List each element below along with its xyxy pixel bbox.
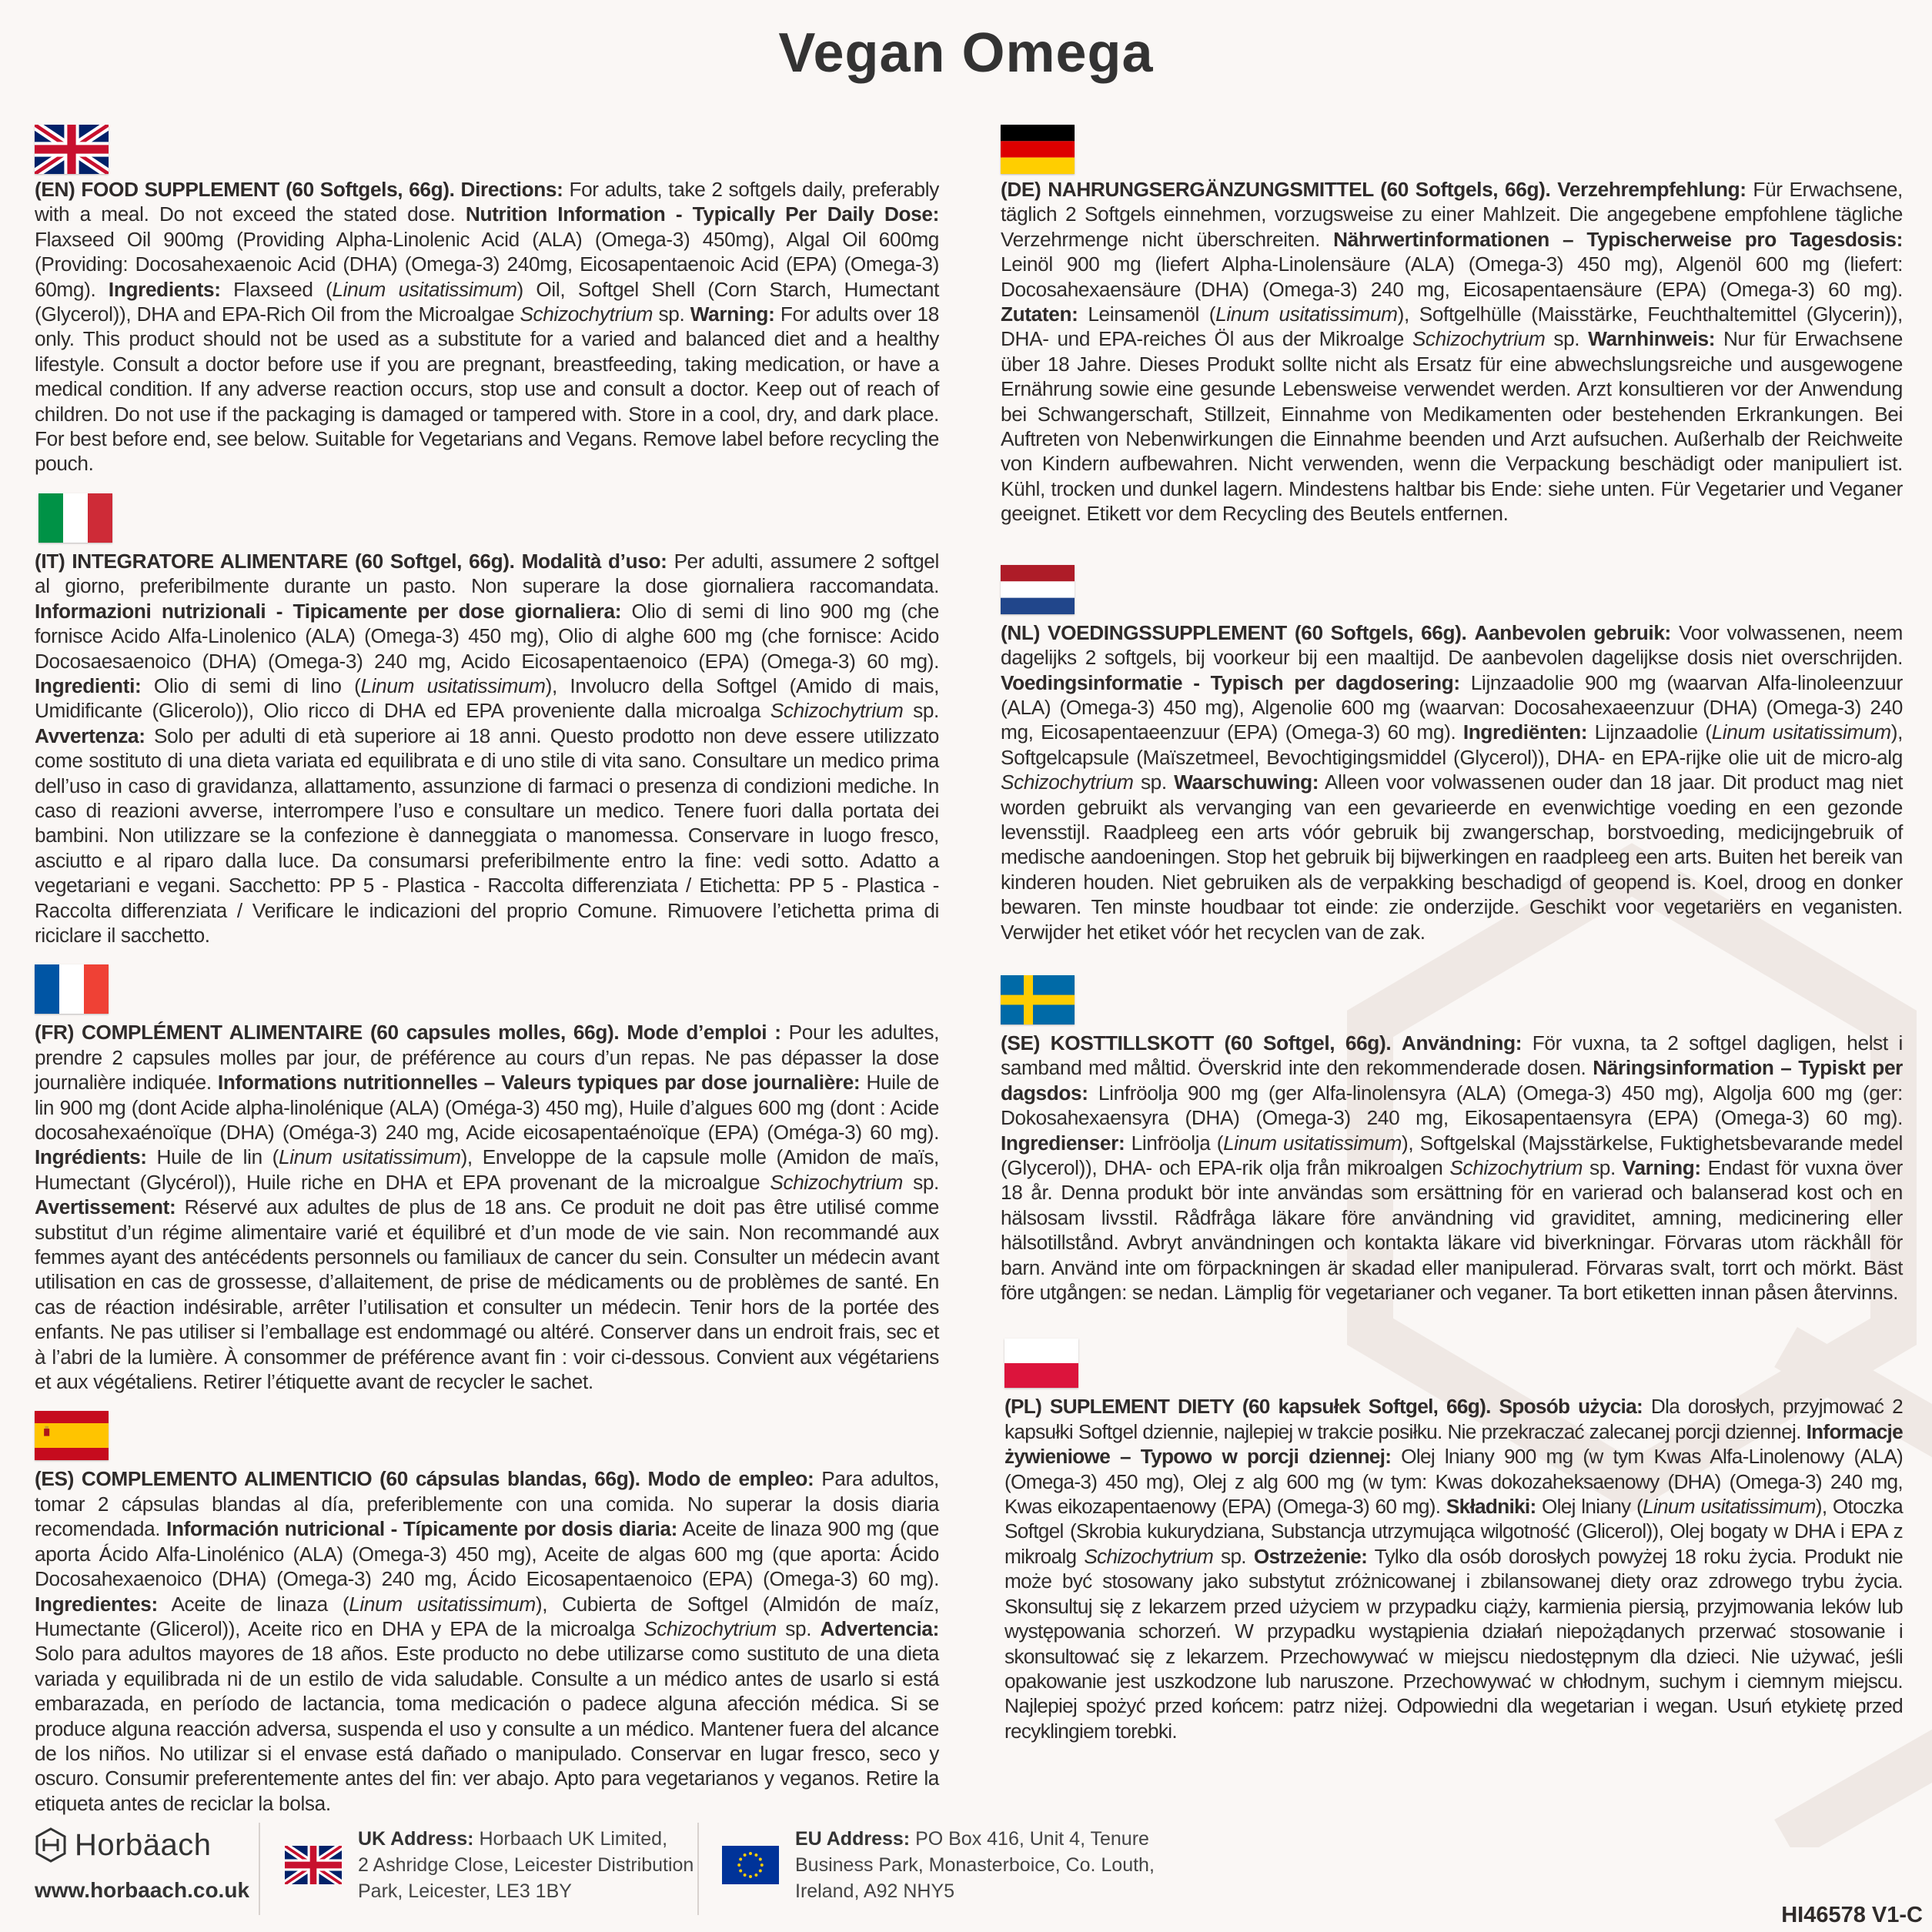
page-title: Vegan Omega — [778, 22, 1154, 84]
latin-name: Linum usitatissimum — [360, 674, 546, 697]
germany-flag-icon — [1001, 125, 1075, 174]
section-text-se — [1001, 1031, 1903, 1305]
section-es — [35, 1411, 939, 1816]
ingredients-label: Zutaten: — [1001, 303, 1078, 326]
warning-text: For adults over 18 only. This product should not be used as a substitute for a varied and balanced diet and a healthy lifestyle. Consult a doctor before use if you are pregnant, breastfeeding, taking medication, or have a medical condition. If any adverse reaction occurs, stop use and consult a doctor. Keep out of reach of children. Do not use if the packaging is damaged or tampered with. Store in a cool, dry, and dark place. For best before end, see below. Suitable for Vegetarians and Vegans. Remove label before recycling the pouch. — [35, 303, 939, 476]
left-column — [35, 125, 939, 1816]
ingredients-text: ), Enveloppe de la capsule molle (Amidon de maïs, Humectant (Glycérol)), Huile riche en DHA et EPA provenant de la microalgue — [35, 1145, 939, 1194]
section-text-es — [35, 1466, 939, 1816]
uk-flag-icon — [285, 1846, 342, 1884]
ingredients-text: sp. — [658, 303, 685, 326]
nutrition-text: Leinöl 900 mg (liefert Alpha-Linolensäure (ALA) (Omega-3) 450 mg), Algenöl 600 mg (liefert: Docosahexaensäure (DHA) (Omega-3) 240 mg, Eicosapentaensäure (EPA) (Omega-3) 60 mg). — [1001, 252, 1903, 301]
ingredients-text: ) Oil, Softgel Shell (Corn Starch, Humectant (Glycerol)), DHA and EPA-Rich Oil from the Microalgae — [35, 277, 939, 326]
ingredients-text: ), Softgelhülle (Maisstärke, Feuchthaltemittel (Glycerin)), DHA- und EPA-reiches Öl aus der Mikroalge — [1001, 303, 1903, 351]
directions-text: Para adultos, tomar 2 cápsulas blandas al día, preferiblemente con una comida. No superar la dosis diaria recomendada. — [35, 1467, 939, 1541]
warning-text: Tylko dla osób dorosłych powyżej 18 roku życia. Produkt nie może być stosowany jako substytut zróżnicowanej i zbilansowanej diety oraz zdrowego trybu życia. Skonsultuj się z lekarzem przed użyciem w przypadku ciąży, karmienia piersią, przyjmowania leków lub występowania schorzeń. W przypadku wystąpienia działań niepożądanych przerwać stosowanie i skonsultować się z lekarzem. Przechowywać w miejscu niedostępnym dla dzieci. Nie używać, jeśli opakowanie jest uszkodzone lub naruszone. Przechowywać w chłodnym, suchym i ciemnym miejscu. Najlepiej spożyć przed końcem: patrz niżej. Odpowiedni dla wegetarian i wegan. Usuń etykietę przed recyklingiem torebki. — [1004, 1544, 1904, 1743]
latin-name: Linum usitatissimum — [1711, 720, 1891, 744]
sweden-flag-icon — [1001, 975, 1075, 1024]
right-column — [1001, 125, 1903, 1743]
uk-address — [358, 1826, 694, 1904]
section-text-nl — [1001, 620, 1903, 944]
warning-label: Warnhinweis: — [1588, 327, 1716, 351]
nutrition-label: Informacje żywieniowe – Typowo w porcji dziennej: — [1004, 1419, 1903, 1469]
ingredients-text: ), Otoczka Softgel (Skrobia kukurydziana, Substancja utrzymująca wilgotność (Glicerol)), Olej bogaty w DHA i EPA z mikroalg — [1004, 1495, 1904, 1568]
product-code: HI46578 V1-C — [1781, 1903, 1923, 1927]
nutrition-label: Información nutricional - Típicamente por dosis diaria: — [166, 1517, 677, 1541]
warning-label: Advertencia: — [820, 1616, 939, 1640]
directions-label: Användning: — [1401, 1031, 1523, 1055]
nutrition-label: Näringsinformation – Typiskt per dagsdos: — [1001, 1056, 1904, 1105]
directions-text: Für Erwachsene, täglich 2 Softgels einnehmen, vorzugsweise zu einer Mahlzeit. Die angegebene empfohlene tägliche Verzehrmenge nicht überschreiten. — [1001, 178, 1903, 251]
ingredients-text: sp. — [1589, 1156, 1616, 1179]
section-text-it — [35, 549, 939, 948]
divider — [697, 1823, 699, 1915]
warning-text: Endast för vuxna över 18 år. Denna produkt bör inte användas som ersättning för en varierad och balanserad kost och en hälsosam livsstil. Rådfråga läkare före användning vid graviditet, amning, medicinering eller hälsotillstånd. Avbryt användningen och kontakta läkare vid biverkningar. Förvaras utom räckhåll för barn. Använd inte om förpackningen är skadad eller manipulerad. Förvaras svalt, torrt och mörkt. Bäst före utgången: se nedan. Lämplig för vegetarianer och veganer. Ta bort etiketten innan påsen återvinns. — [1001, 1156, 1903, 1305]
section-nl — [1001, 565, 1903, 944]
section-heading: (SE) KOSTTILLSKOTT (60 Softgel, 66g). — [1001, 1031, 1392, 1055]
footer — [0, 1809, 1932, 1932]
section-text-en — [35, 177, 939, 476]
ingredients-label: Ingredientes: — [35, 1592, 158, 1616]
italy-flag-icon — [38, 493, 112, 543]
warning-text: Solo para adultos mayores de 18 años. Este producto no debe utilizarse como sustituto de una dieta variada y equilibrada ni de un estilo de vida saludable. Consulte a un médico antes de usarlo si está embarazada, en período de lactancia, toma medicación o padece alguna afección médica. Si se produce alguna reacción adversa, suspenda el uso y consulte a un médico. Mantener fuera del alcance de los niños. No utilizar si el envase está dañado o manipulado. Conservar en lugar fresco, seco y oscuro. Consumir preferentemente antes del fin: ver abajo. Apto para vegetarianos y veganos. Retire la etiqueta antes de reciclar la bolsa. — [35, 1642, 939, 1815]
nutrition-text: Linfröolja 900 mg (ger Alfa-linolensyra (ALA) (Omega-3) 450 mg), Algolja 600 mg (ger: Dokosahexaensyra (DHA) (Omega-3) 240 mg, Eikosapentaensyra (EPA) (Omega-3) 60 mg). — [1001, 1081, 1903, 1130]
ingredients-text: ), Softgelcapsule (Maïszetmeel, Bevochtigingsmiddel (Glycerol)), DHA- en EPA-rijke olie uit de micro-alg — [1001, 720, 1903, 769]
warning-label: Ostrzeżenie: — [1253, 1544, 1368, 1568]
section-heading: (ES) COMPLEMENTO ALIMENTICIO (60 cápsulas blandas, 66g). — [35, 1467, 640, 1491]
eu-address-line: Ireland, A92 NHY5 — [795, 1880, 955, 1902]
section-heading: (PL) SUPLEMENT DIETY (60 kapsułek Softgel, 66g). — [1004, 1395, 1491, 1419]
directions-text: Per adulti, assumere 2 softgel al giorno, preferibilmente durante un pasto. Non superare la dose giornaliera raccomandata. — [35, 549, 939, 598]
uk-address-line: Park, Leicester, LE3 1BY — [358, 1880, 572, 1902]
eu-address-line: Business Park, Monasterboice, Co. Louth, — [795, 1854, 1155, 1876]
directions-text: Voor volwassenen, neem dagelijks 2 softgels, bij voorkeur bij een maaltijd. De aanbevolen dagelijkse dosis niet overschrijden. — [1001, 620, 1903, 670]
horbaach-logo-icon — [35, 1827, 67, 1863]
nutrition-text: Huile de lin 900 mg (dont Acide alpha-linolénique (ALA) (Oméga-3) 450 mg), Huile d’algues 600 mg (dont : Acide docosahexaénoïque (DHA) (Oméga-3) 240 mg, Acide eicosapentaénoïque (EPA) (Oméga-3) 60 mg). — [35, 1071, 939, 1144]
nutrition-text: Flaxseed Oil 900mg (Providing Alpha-Linolenic Acid (ALA) (Omega-3) 450mg), Algal Oil 600mg (Providing: Docosahexaenoic Acid (DHA) (Omega-3) 240mg, Eicosapentaenoic Acid (EPA) (Omega-3) 60mg). — [35, 227, 939, 301]
nutrition-label: Nutrition Information - Typically Per Daily Dose: — [465, 202, 939, 226]
directions-label: Directions: — [460, 178, 563, 201]
latin-name: Schizochytrium — [1412, 327, 1546, 351]
ingredients-text: sp. — [1553, 327, 1580, 351]
warning-text: Alleen voor volwassenen ouder dan 18 jaar. Dit product mag niet worden gebruikt als vervanging van een gevarieerde en evenwichtige voeding en een gezonde levensstijl. Raadpleeg een arts vóór gebruik bij zwangerschap, borstvoeding, medicijngebruik of medische aandoeningen. Stop het gebruik bij bijwerkingen en raadpleeg een arts. Buiten het bereik van kinderen houden. Niet gebruiken als de verpakking beschadigd of geopend is. Koel, droog en donker bewaren. Ten minste houdbaar tot einde: zie onderzijde. Geschikt voor vegetariërs en veganisten. Verwijder het etiket vóór het recyclen van de zak. — [1001, 770, 1903, 944]
nutrition-text: Lijnzaadolie 900 mg (waarvan Alfa-linoleenzuur (ALA) (Omega-3) 450 mg), Algenolie 600 mg (waarvan: Docosahexaeenzuur (DHA) (Omega-3) 240 mg, Eicosapentaeenzuur (EPA) (Omega-3) 60 mg). — [1001, 670, 1904, 744]
section-heading: (EN) FOOD SUPPLEMENT (60 Softgels, 66g). — [35, 178, 455, 201]
address-text: PO Box 416, Unit 4, Tenure — [915, 1828, 1149, 1850]
ingredients-text: ), Softgelskal (Majsstärkelse, Fuktighetsbevarande medel (Glycerol)), DHA- och EPA-rik olja från mikroalgen — [1001, 1131, 1903, 1179]
latin-name: Schizochytrium — [1084, 1544, 1214, 1568]
eu-address-label: EU Address: — [795, 1828, 911, 1850]
ingredients-label: Ingredients: — [108, 277, 221, 301]
section-text-fr — [35, 1020, 939, 1394]
ingredients-text: Lijnzaadolie ( — [1594, 720, 1712, 744]
directions-label: Aanbevolen gebruik: — [1474, 620, 1671, 644]
section-text-de — [1001, 177, 1903, 526]
ingredients-text: ), Involucro della Softgel (Amido di mais, Umidificante (Glicerolo)), Olio ricco di DHA ed EPA proveniente dalla microalga — [35, 674, 940, 723]
latin-name: Linum usitatissimum — [349, 1592, 536, 1616]
ingredients-text: ), Cubierta de Softgel (Almidón de maíz, Humectante (Glicerol)), Aceite rico en DHA y EPA de la microalga — [35, 1592, 939, 1640]
latin-name: Linum usitatissimum — [1642, 1495, 1816, 1519]
latin-name: Schizochytrium — [1001, 770, 1134, 794]
ingredients-text: Olio di semi di lino ( — [153, 674, 361, 697]
ingredients-label: Ingrédients: — [35, 1145, 147, 1169]
ingredients-text: Olej lniany ( — [1542, 1495, 1643, 1519]
brand-logo — [35, 1826, 211, 1864]
nutrition-text: Olej lniany 900 mg (w tym Kwas Alfa-Linolenowy (ALA) (Omega-3) 450 mg), Olej z alg 600 mg (w tym: Kwas dokozaheksaenowy (DHA) (Omega-3) 240 mg, Kwas eikozapentaenowy (EPA) (Omega-3) 60 mg). — [1004, 1445, 1903, 1519]
ingredients-text: Aceite de linaza ( — [171, 1592, 349, 1616]
warning-label: Warning: — [690, 303, 775, 326]
ingredients-text: sp. — [913, 1170, 939, 1194]
latin-name: Linum usitatissimum — [1215, 303, 1398, 326]
uk-address-label: UK Address: — [358, 1828, 474, 1850]
warning-label: Avertissement: — [35, 1195, 176, 1219]
warning-label: Avvertenza: — [35, 724, 145, 747]
eu-flag-icon — [722, 1846, 779, 1884]
ingredients-text: sp. — [785, 1616, 812, 1640]
latin-name: Schizochytrium — [643, 1616, 777, 1640]
section-pl — [1004, 1339, 1903, 1743]
directions-text: Dla dorosłych, przyjmować 2 kapsułki Softgel dziennie, najlepiej w trakcie posiłku. Nie przekraczać zalecanej porcji dziennej. — [1004, 1395, 1903, 1443]
nutrition-text: Aceite de linaza 900 mg (que aporta Ácido Alfa-Linolénico (ALA) (Omega-3) 450 mg), Aceite de algas 600 mg (que aporta: Ácido Docosahexaenoico (DHA) (Omega-3) 240 mg, Ácido Eicosapentaenoico (EPA) (Omega-3) 60 mg). — [35, 1517, 940, 1591]
ingredients-label: Składniki: — [1446, 1495, 1536, 1519]
uk-flag-icon — [35, 125, 109, 174]
section-fr — [35, 964, 939, 1394]
ingredients-label: Ingredienser: — [1001, 1131, 1125, 1155]
directions-label: Verzehrempfehlung: — [1557, 178, 1746, 201]
website-link[interactable]: www.horbaach.co.uk — [35, 1878, 250, 1902]
directions-label: Modalità d’uso: — [521, 549, 667, 573]
section-en — [35, 125, 939, 476]
directions-label: Sposób użycia: — [1499, 1395, 1643, 1419]
section-heading: (DE) NAHRUNGSERGÄNZUNGSMITTEL (60 Softgels, 66g). — [1001, 178, 1551, 201]
section-heading: (IT) INTEGRATORE ALIMENTARE (60 Softgel, 66g). — [35, 549, 515, 573]
warning-label: Waarschuwing: — [1174, 770, 1319, 794]
section-heading: (FR) COMPLÉMENT ALIMENTAIRE (60 capsules molles, 66g). — [35, 1021, 620, 1045]
section-se — [1001, 975, 1903, 1305]
spain-flag-icon — [35, 1411, 109, 1460]
uk-address-line: 2 Ashridge Close, Leicester Distribution — [358, 1854, 694, 1876]
directions-text: For adults, take 2 softgels daily, preferably with a meal. Do not exceed the stated dose. — [35, 178, 939, 226]
directions-label: Modo de empleo: — [647, 1467, 814, 1491]
directions-text: Pour les adultes, prendre 2 capsules molles par jour, de préférence au cours d’un repas. Ne pas dépasser la dose journalière indiquée. — [35, 1021, 940, 1095]
warning-text: Solo per adulti di età superiore ai 18 anni. Questo prodotto non deve essere utilizzato come sostituto di una dieta variata ed equilibrata e di uno stile di vita sano. Consultare un medico prima dell’uso in caso di gravidanza, allattamento, assunzione di farmaci o presenza di condizioni mediche. In caso di reazioni avverse, interrompere l’uso e consultare un medico. Tenere fuori dalla portata dei bambini. Non utilizzare se la confezione è danneggiata o manomessa. Conservare in luogo fresco, asciutto e al riparo dalla luce. Da consumarsi preferibilmente entro la fine: vedi sotto. Adatto a vegetariani e vegani. Sacchetto: PP 5 - Plastica - Raccolta differenziata / Etichetta: PP 5 - Plastica - Raccolta differenziata / Verificare le indicazioni del proprio Comune. Rimuovere l’etichetta prima di riciclare il sacchetto. — [35, 724, 939, 947]
section-de — [1001, 125, 1903, 526]
uk-address-line — [358, 1826, 694, 1852]
latin-name: Schizochytrium — [770, 699, 904, 723]
ingredients-text: sp. — [1140, 770, 1167, 794]
ingredients-text: sp. — [913, 699, 939, 723]
nutrition-label: Voedingsinformatie - Typisch per dagdosering: — [1001, 670, 1460, 694]
section-text-pl — [1004, 1394, 1903, 1743]
poland-flag-icon — [1004, 1339, 1078, 1388]
latin-name: Schizochytrium — [1449, 1156, 1583, 1179]
ingredients-label: Ingredienti: — [35, 674, 142, 697]
ingredients-text: Leinsamenöl ( — [1088, 303, 1216, 326]
netherlands-flag-icon — [1001, 565, 1075, 614]
divider — [259, 1823, 260, 1915]
section-heading: (NL) VOEDINGSSUPPLEMENT (60 Softgels, 66g). — [1001, 620, 1467, 644]
warning-text: Réservé aux adultes de plus de 18 ans. Ce produit ne doit pas être utilisé comme substitut d’un régime alimentaire varié et équilibré et d’un mode de vie sain. Non recommandé aux femmes ayant des antécédents personnels ou familiaux de cancer du sein. Consulter un médecin avant utilisation en cas de grossesse, d’allaitement, de prise de médicaments ou de problèmes de santé. En cas de réaction indésirable, arrêter l’utilisation et consulter un médecin. Tenir hors de la portée des enfants. Ne pas utiliser si l’emballage est endommagé ou altéré. Conserver dans un endroit frais, sec et à l’abri de la lumière. À consommer de préférence avant fin : voir ci-dessous. Convient aux végétariens et aux végétaliens. Retirer l’étiquette avant de recycler le sachet. — [35, 1195, 939, 1394]
brand-name: Horbäach — [75, 1827, 212, 1862]
ingredients-text: Linfröolja ( — [1131, 1131, 1224, 1155]
ingredients-text: Huile de lin ( — [156, 1145, 279, 1169]
warning-text: Nur für Erwachsene über 18 Jahre. Dieses Produkt sollte nicht als Ersatz für eine abwechslungsreiche und ausgewogene Ernährung sowie eine gesunde Lebensweise verwendet werden. Arzt konsultieren vor der Anwendung bei Schwangerschaft, Stillzeit, Einnahme von Medikamenten oder bestehenden Erkrankungen. Bei Auftreten von Nebenwirkungen die Einnahme beenden und Arzt aufsuchen. Außerhalb der Reichweite von Kindern aufbewahren. Nicht verwenden, wenn die Verpackung beschädigt oder manipuliert ist. Kühl, trocken und dunkel lagern. Mindestens haltbar bis Ende: siehe unten. Für Vegetarier und Veganer geeignet. Etikett vor dem Recycling des Beutels entfernen. — [1001, 327, 1903, 526]
latin-name: Schizochytrium — [770, 1170, 903, 1194]
directions-text: För vuxna, ta 2 softgel dagligen, helst i samband med måltid. Överskrid inte den rekommenderade dosen. — [1001, 1031, 1903, 1080]
latin-name: Linum usitatissimum — [1223, 1131, 1402, 1155]
ingredients-text: sp. — [1221, 1544, 1246, 1568]
nutrition-label: Nährwertinformationen – Typischerweise pro Tagesdosis: — [1333, 227, 1903, 251]
nutrition-label: Informazioni nutrizionali - Tipicamente per dose giornaliera: — [35, 599, 622, 623]
nutrition-text: Olio di semi di lino 900 mg (che fornisce Acido Alfa-Linolenico (ALA) (Omega-3) 450 mg), Olio di alghe 600 mg (che fornisce: Acido Docosaesaenoico (DHA) (Omega-3) 240 mg, Acido Eicosapentaenoico (EPA) (Omega-3) 60 mg). — [35, 599, 939, 673]
latin-name: Linum usitatissimum — [279, 1145, 461, 1169]
eu-address — [795, 1826, 1155, 1904]
ingredients-text: Flaxseed ( — [233, 277, 333, 301]
latin-name: Linum usitatissimum — [332, 277, 517, 301]
france-flag-icon — [35, 964, 109, 1014]
warning-label: Varning: — [1622, 1156, 1701, 1179]
eu-address-line — [795, 1826, 1155, 1852]
latin-name: Schizochytrium — [520, 303, 653, 326]
ingredients-label: Ingrediënten: — [1462, 720, 1588, 744]
section-it — [35, 493, 939, 948]
nutrition-label: Informations nutritionnelles – Valeurs typiques par dose journalière: — [217, 1071, 861, 1095]
address-text: Horbaach UK Limited, — [479, 1828, 668, 1850]
directions-label: Mode d’emploi : — [627, 1021, 781, 1045]
